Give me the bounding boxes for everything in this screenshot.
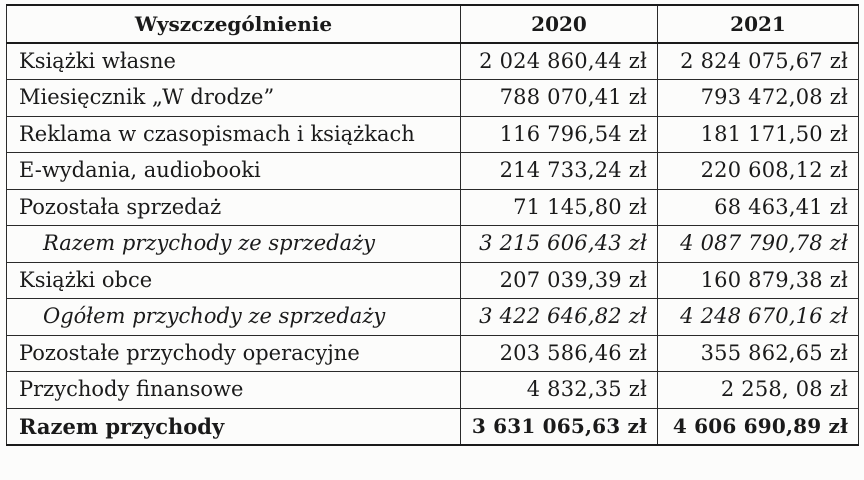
subtotal-row — [7, 226, 859, 263]
value-2021: 4 248 670,16 zł — [658, 299, 859, 336]
value-2020: 3 422 646,82 zł — [461, 299, 658, 336]
value-2020: 207 039,39 zł — [461, 262, 658, 299]
row-label: Ogółem przychody ze sprzedaży — [7, 299, 461, 336]
column-header-description: Wyszczególnienie — [7, 5, 461, 43]
table-row — [7, 43, 859, 80]
value-2020: 4 832,35 zł — [461, 372, 658, 409]
table-row — [7, 262, 859, 299]
value-2021: 4 606 690,89 zł — [658, 408, 859, 445]
value-2020: 3 215 606,43 zł — [461, 226, 658, 263]
value-2020: 116 796,54 zł — [461, 116, 658, 153]
value-2020: 71 145,80 zł — [461, 189, 658, 226]
value-2021: 2 258, 08 zł — [658, 372, 859, 409]
value-2021: 160 879,38 zł — [658, 262, 859, 299]
revenue-table — [6, 4, 859, 446]
row-label: Miesięcznik „W drodze” — [7, 80, 461, 117]
value-2020: 2 024 860,44 zł — [461, 43, 658, 80]
row-label: Reklama w czasopismach i książkach — [7, 116, 461, 153]
value-2021: 220 608,12 zł — [658, 153, 859, 190]
value-2021: 355 862,65 zł — [658, 335, 859, 372]
value-2021: 793 472,08 zł — [658, 80, 859, 117]
row-label: Pozostałe przychody operacyjne — [7, 335, 461, 372]
value-2020: 788 070,41 zł — [461, 80, 658, 117]
row-label: E-wydania, audiobooki — [7, 153, 461, 190]
table-row — [7, 80, 859, 117]
table-row — [7, 335, 859, 372]
value-2021: 68 463,41 zł — [658, 189, 859, 226]
value-2020: 203 586,46 zł — [461, 335, 658, 372]
column-header-2021: 2021 — [658, 5, 859, 43]
column-header-2020: 2020 — [461, 5, 658, 43]
row-label: Książki własne — [7, 43, 461, 80]
row-label: Pozostała sprzedaż — [7, 189, 461, 226]
table-row — [7, 153, 859, 190]
row-label: Książki obce — [7, 262, 461, 299]
table-row — [7, 116, 859, 153]
subtotal-row — [7, 299, 859, 336]
row-label: Razem przychody — [7, 408, 461, 445]
row-label: Przychody finansowe — [7, 372, 461, 409]
total-row — [7, 408, 859, 445]
row-label: Razem przychody ze sprzedaży — [7, 226, 461, 263]
value-2020: 214 733,24 zł — [461, 153, 658, 190]
value-2021: 4 087 790,78 zł — [658, 226, 859, 263]
value-2021: 2 824 075,67 zł — [658, 43, 859, 80]
value-2020: 3 631 065,63 zł — [461, 408, 658, 445]
table-row — [7, 189, 859, 226]
table-row — [7, 372, 859, 409]
table-header-row — [7, 5, 859, 43]
value-2021: 181 171,50 zł — [658, 116, 859, 153]
